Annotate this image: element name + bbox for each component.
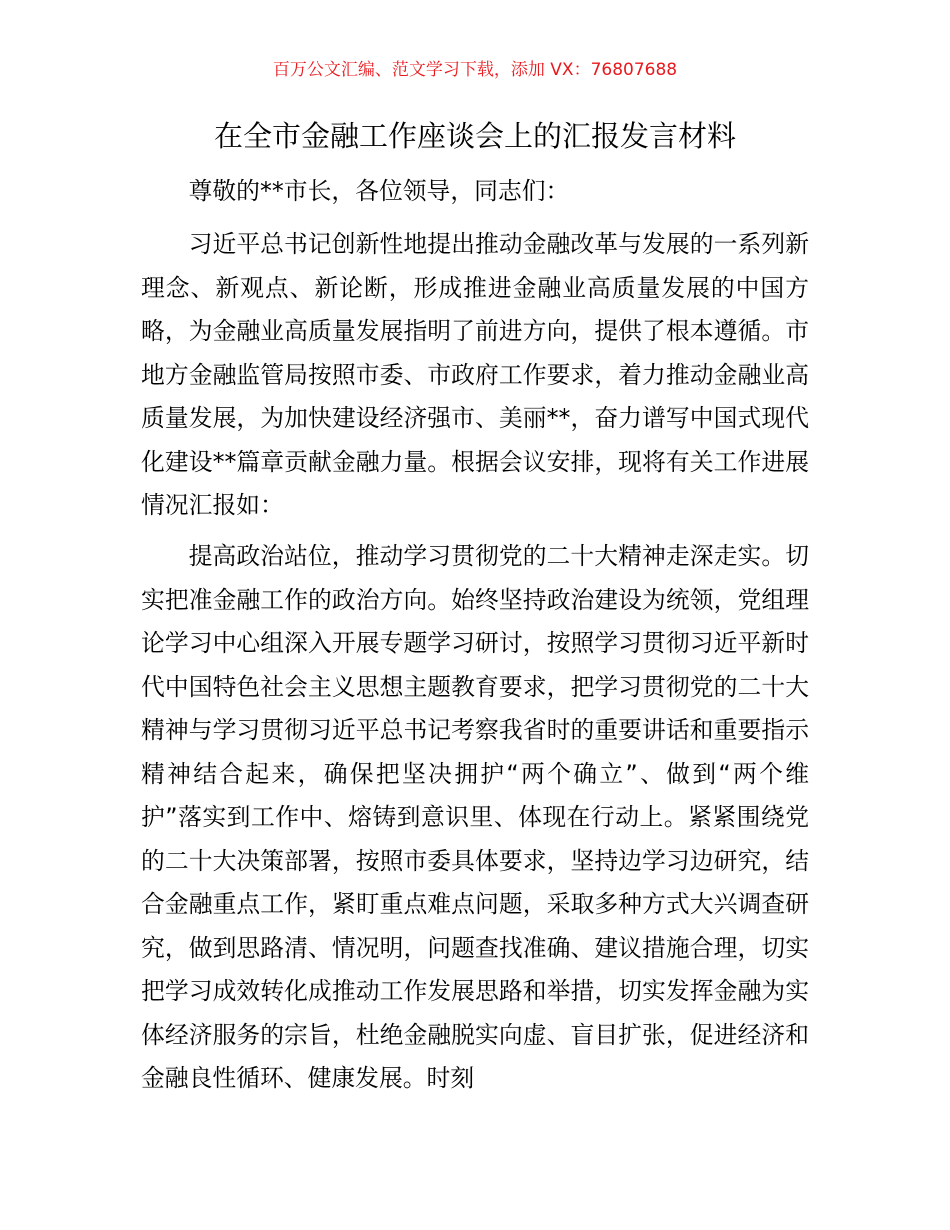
- salutation: 尊敬的**市长，各位领导，同志们：: [188, 177, 570, 205]
- watermark-header: 百万公文汇编、范文学习下载，添加 VX：76807688: [272, 60, 678, 80]
- paragraph-intro: 习近平总书记创新性地提出推动金融改革与发展的一系列新理念、新观点、新论断，形成推进金融业高质量发展的中国方略，为金融业高质量发展指明了前进方向，提供了根本遵循。市地方金融监管局按照市委、市政府工作要求，着力推动金融业高质量发展，为加快建设经济强市、美丽**，奋力谱写中国式现代化建设**篇章贡献金融力量。根据会议安排，现将有关工作进展情况汇报如：: [141, 230, 809, 519]
- document-title: 在全市金融工作座谈会上的汇报发言材料: [213, 119, 736, 153]
- paragraph-political-stance: 提高政治站位，推动学习贯彻党的二十大精神走深走实。切实把准金融工作的政治方向。始终坚持政治建设为统领，党组理论学习中心组深入开展专题学习研讨，按照学习贯彻习近平新时代中国特色社会主义思想主题教育要求，把学习贯彻党的二十大精神与学习贯彻习近平总书记考察我省时的重要讲话和重要指示精神结合起来，确保把坚决拥护“两个确立”、做到“两个维护”落实到工作中、熔铸到意识里、体现在行动上。紧紧围绕党的二十大决策部署，按照市委具体要求，坚持边学习边研究，结合金融重点工作，紧盯重点难点问题，采取多种方式大兴调查研究，做到思路清、情况明，问题查找准确、建议措施合理，切实把学习成效转化成推动工作发展思路和举措，切实发挥金融为实体经济服务的宗旨，杜绝金融脱实向虚、盲目扩张，促进经济和金融良性循环、健康发展。时刻: [141, 542, 809, 1092]
